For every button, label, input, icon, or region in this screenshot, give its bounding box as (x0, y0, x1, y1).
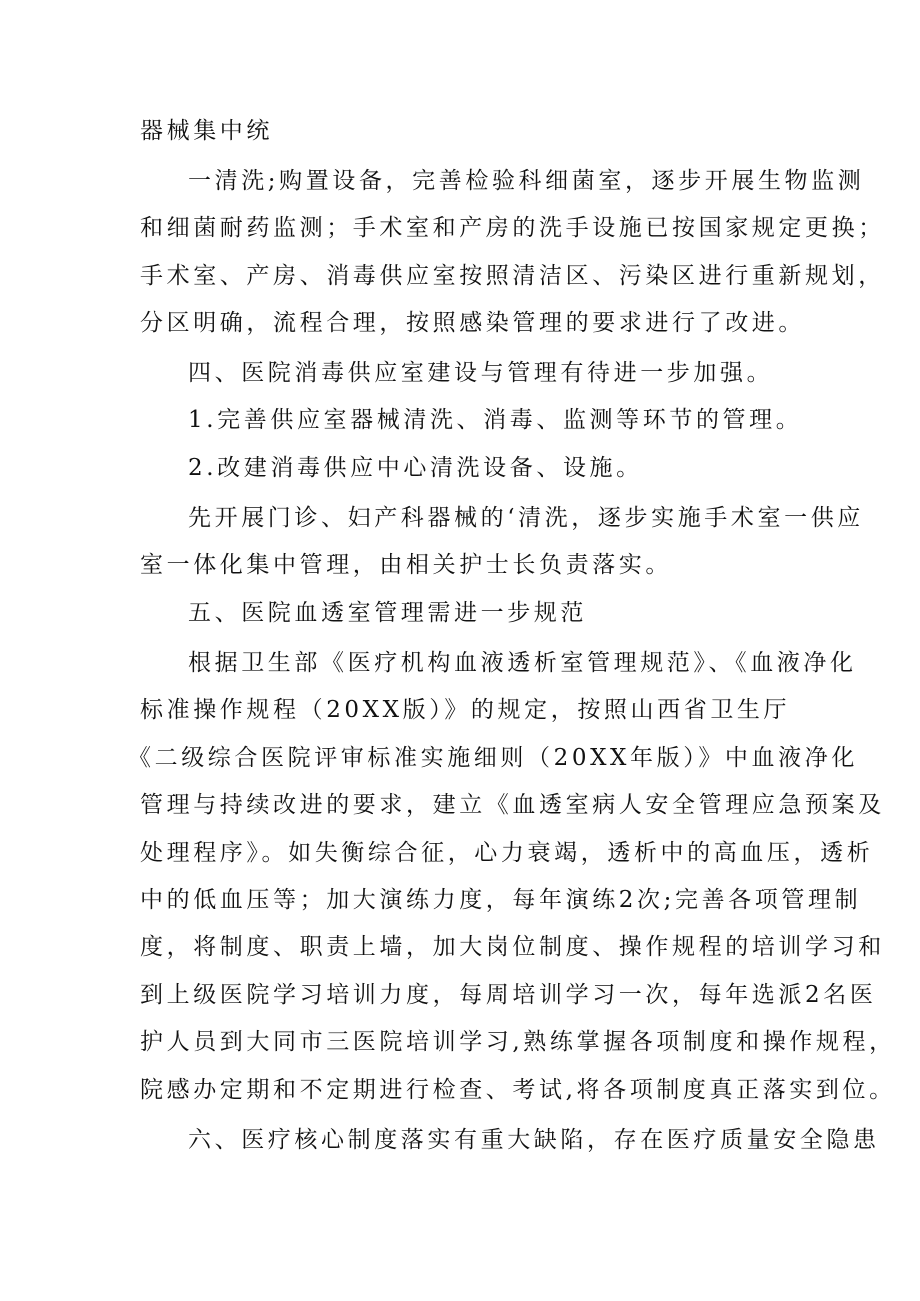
text-line: 先开展门诊、妇产科器械的‘清洗，逐步实施手术室一供应 (188, 505, 864, 531)
text-line: 处理程序》。如失衡综合征，心力衰竭，透析中的高血压，透析 (140, 840, 874, 866)
text-line: 室一体化集中管理，由相关护士长负责落实。 (140, 552, 672, 578)
text-line: 器械集中统 (140, 118, 273, 144)
section-heading: 六、医疗核心制度落实有重大缺陷，存在医疗质量安全隐患 (188, 1127, 880, 1153)
text-line: 《二级综合医院评审标准实施细则（20XX年版）》中血液净化 (128, 745, 858, 771)
text-line: 护人员到大同市三医院培训学习,熟练掌握各项制度和操作规程， (140, 1029, 896, 1055)
text-line: 标准操作规程（20XX版）》的规定，按照山西省卫生厅 (140, 697, 791, 723)
list-item: 2.改建消毒供应中心清洗设备、设施。 (188, 455, 643, 481)
section-heading: 五、医院血透室管理需进一步规范 (188, 600, 587, 626)
text-line: 根据卫生部《医疗机构血液透析室管理规范》、《血液净化 (188, 650, 857, 676)
section-heading: 四、医院消毒供应室建设与管理有待进一步加强。 (188, 360, 774, 386)
text-line: 管理与持续改进的要求，建立《血透室病人安全管理应急预案及 (140, 792, 885, 818)
text-line: 一清洗;购置设备，完善检验科细菌室，逐步开展生物监测 (188, 168, 865, 194)
text-line: 手术室、产房、消毒供应室按照清洁区、污染区进行重新规划， (140, 263, 885, 289)
list-item: 1.完善供应室器械清洗、消毒、监测等环节的管理。 (188, 407, 803, 433)
text-line: 中的低血压等；加大演练力度，每年演练2次;完善各项管理制 (140, 887, 862, 913)
text-line: 度，将制度、职责上墙，加大岗位制度、操作规程的培训学习和 (140, 934, 885, 960)
text-line: 和细菌耐药监测；手术室和产房的洗手设施已按国家规定更换； (140, 215, 885, 241)
text-line: 分区明确，流程合理，按照感染管理的要求进行了改进。 (140, 310, 805, 336)
text-line: 到上级医院学习培训力度，每周培训学习一次，每年选派2名医 (140, 982, 877, 1008)
text-line: 院感办定期和不定期进行检查、考试,将各项制度真正落实到位。 (140, 1077, 896, 1103)
